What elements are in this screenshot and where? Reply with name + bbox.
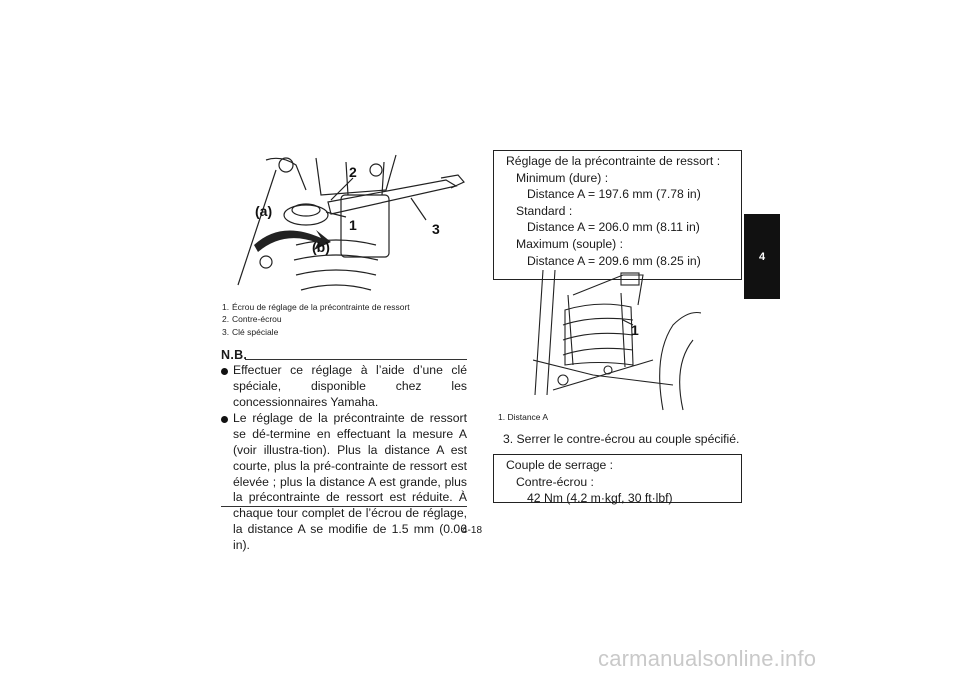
- callout-2: 2: [349, 164, 357, 180]
- spec-label: Standard :: [516, 203, 573, 218]
- caption-item: 3. Clé spéciale: [222, 326, 279, 337]
- callout-b: (b): [312, 239, 330, 255]
- callout-3: 3: [432, 221, 440, 237]
- bullet-icon: [221, 368, 228, 375]
- spec-title: Réglage de la précontrainte de ressort :: [506, 154, 721, 168]
- note-heading: [221, 348, 467, 362]
- callout-1: 1: [349, 217, 357, 233]
- bullet-icon: [221, 416, 228, 423]
- note-bullet: Effectuer ce réglage à l’aide d’une clé spéciale, disponible chez les concessionnaires Yamaha.: [221, 363, 467, 410]
- spec-value: Distance A = 209.6 mm (8.25 in): [527, 253, 701, 268]
- page-number: 4-18: [462, 525, 483, 536]
- spec-value: Distance A = 197.6 mm (7.78 in): [527, 187, 701, 202]
- step-3-text: 3. Serrer le contre-écrou au couple spécifié.: [503, 432, 740, 446]
- spec-title: Couple de serrage :: [506, 458, 614, 472]
- note-bottom-rule: [221, 506, 467, 507]
- spec-label: Minimum (dure) :: [516, 170, 609, 185]
- torque-spec-box: [493, 454, 742, 506]
- note-bullets: [221, 363, 467, 555]
- spec-value: Distance A = 206.0 mm (8.11 in): [527, 220, 700, 235]
- spec-value: 42 Nm (4.2 m·kgf, 30 ft·lbf): [527, 491, 673, 506]
- note-rule: [245, 359, 467, 360]
- caption-item: 1. Écrou de réglage de la précontrainte de ressort: [222, 302, 410, 312]
- spring-preload-adjuster-illustration: [236, 150, 466, 295]
- note-label: N.B.: [221, 348, 248, 362]
- figure2-caption: 1. Distance A: [498, 412, 549, 422]
- chapter-tab: 4: [744, 214, 780, 299]
- distance-a-illustration: [533, 265, 701, 413]
- callout-a: (a): [255, 203, 273, 219]
- preload-spec-box: [493, 150, 742, 280]
- watermark-text: carmanualsonline.info: [598, 646, 817, 671]
- figure1-captions: [222, 301, 410, 338]
- callout-1: 1: [631, 322, 639, 338]
- note-bullet: Le réglage de la précontrainte de ressort se dé-termine en effectuant la mesure A (voir illustra-tion). Plus la distance A est courte, plus la pré-contrainte de ressort est élevée ; plus la distance A est grande, plus la précontrainte de ressort est réduite. À chaque tour complet de l’écrou de réglage, la distance A se modifie de 1.5 mm (0.06 in).: [221, 411, 467, 553]
- spec-label: Contre-écrou :: [516, 474, 594, 489]
- spec-label: Maximum (souple) :: [516, 236, 624, 251]
- caption-item: 2. Contre-écrou: [222, 314, 282, 325]
